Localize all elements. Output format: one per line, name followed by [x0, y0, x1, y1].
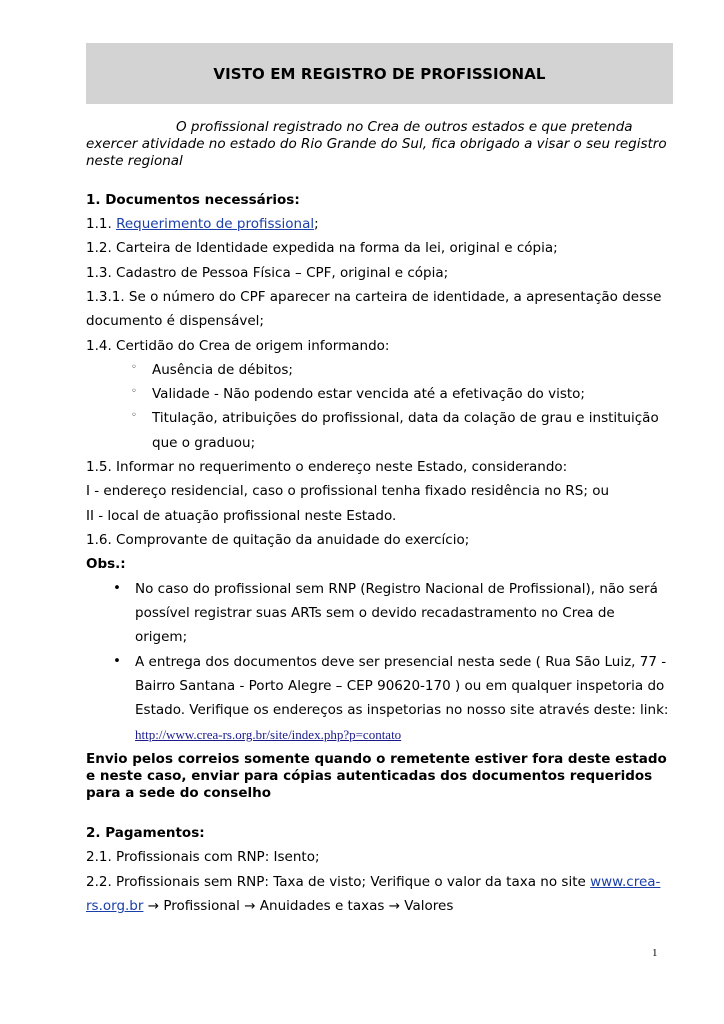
bullet-icon: • — [113, 653, 121, 669]
item-1-1-prefix: 1.1. — [86, 216, 117, 232]
item-1-6: 1.6. Comprovante de quitação da anuidade do exercício; — [86, 532, 470, 548]
item-1-1 — [86, 215, 319, 233]
envio-paragraph: Envio pelos correios somente quando o remetente estiver fora deste estado e neste caso, enviar para cópias autenticadas dos documentos requeridos para a sede do conselho — [86, 751, 667, 801]
sub-item-debitos: Ausência de débitos; — [152, 362, 293, 378]
title-banner — [86, 43, 673, 104]
item-2-2-text: 2.2. Profissionais sem RNP: Taxa de visto; Verifique o valor da taxa no site — [86, 874, 591, 890]
item-1-1-suffix: ; — [314, 216, 319, 232]
sub-item-validade: Validade - Não podendo estar vencida até a efetivação do visto; — [152, 386, 585, 402]
item-1-2: 1.2. Carteira de Identidade expedida na forma da lei, original e cópia; — [86, 240, 558, 256]
obs-heading: Obs.: — [86, 556, 126, 572]
obs-1-line-2: possível registrar suas ARTs sem o devido recadastramento no Crea de — [135, 605, 615, 621]
item-1-5: 1.5. Informar no requerimento o endereço neste Estado, considerando: — [86, 459, 568, 475]
sub-item-titulacao-line-1: Titulação, atribuições do profissional, data da colação de grau e instituição — [152, 410, 659, 426]
item-1-4: 1.4. Certidão do Crea de origem informando: — [86, 338, 390, 354]
sub-item-titulacao-line-2: que o graduou; — [152, 435, 256, 451]
section-2-heading: 2. Pagamentos: — [86, 825, 205, 841]
obs-2-line-3: Estado. Verifique os endereços as inspetorias no nosso site através deste: link: — [135, 702, 669, 718]
section-1-heading: 1. Documentos necessários: — [86, 192, 300, 208]
intro-text: O profissional registrado no Crea de outros estados e que pretenda exercer atividade no estado do Rio Grande do Sul, fica obrigado a visar o seu registro neste regional — [86, 119, 667, 169]
item-2-2-line-2 — [86, 897, 453, 915]
item-1-5-ii: II - local de atuação profissional neste Estado. — [86, 508, 397, 524]
crea-site-link-part-1[interactable]: www.crea- — [590, 874, 661, 890]
obs-1-line-3: origem; — [135, 629, 188, 645]
requerimento-link[interactable]: Requerimento de profissional — [116, 216, 315, 232]
item-1-3-1-line-1: 1.3.1. Se o número do CPF aparecer na carteira de identidade, a apresentação desse — [86, 289, 662, 305]
crea-site-link-part-2[interactable]: rs.org.br — [86, 898, 144, 914]
item-2-2-line-1 — [86, 873, 660, 891]
item-1-3-1-line-2: documento é dispensável; — [86, 313, 264, 329]
item-2-2-path: → Profissional → Anuidades e taxas → Valores — [143, 898, 454, 914]
circle-bullet-icon: ◦ — [131, 386, 137, 397]
page-title: VISTO EM REGISTRO DE PROFISSIONAL — [213, 64, 546, 83]
circle-bullet-icon: ◦ — [131, 410, 137, 421]
obs-2-line-1: A entrega dos documentos deve ser presencial nesta sede ( Rua São Luiz, 77 - — [135, 654, 667, 670]
item-1-3: 1.3. Cadastro de Pessoa Física – CPF, original e cópia; — [86, 265, 449, 281]
item-2-1: 2.1. Profissionais com RNP: Isento; — [86, 849, 320, 865]
obs-2-line-2: Bairro Santana - Porto Alegre – CEP 90620-170 ) ou em qualquer inspetoria do — [135, 678, 665, 694]
page-number: 1 — [652, 947, 658, 959]
bullet-icon: • — [113, 580, 121, 596]
contato-link[interactable]: http://www.crea-rs.org.br/site/index.php?p=contato — [135, 727, 402, 742]
intro-paragraph — [86, 119, 676, 170]
circle-bullet-icon: ◦ — [131, 362, 137, 373]
obs-1-line-1: No caso do profissional sem RNP (Registro Nacional de Profissional), não será — [135, 581, 658, 597]
item-1-5-i: I - endereço residencial, caso o profissional tenha fixado residência no RS; ou — [86, 483, 610, 499]
